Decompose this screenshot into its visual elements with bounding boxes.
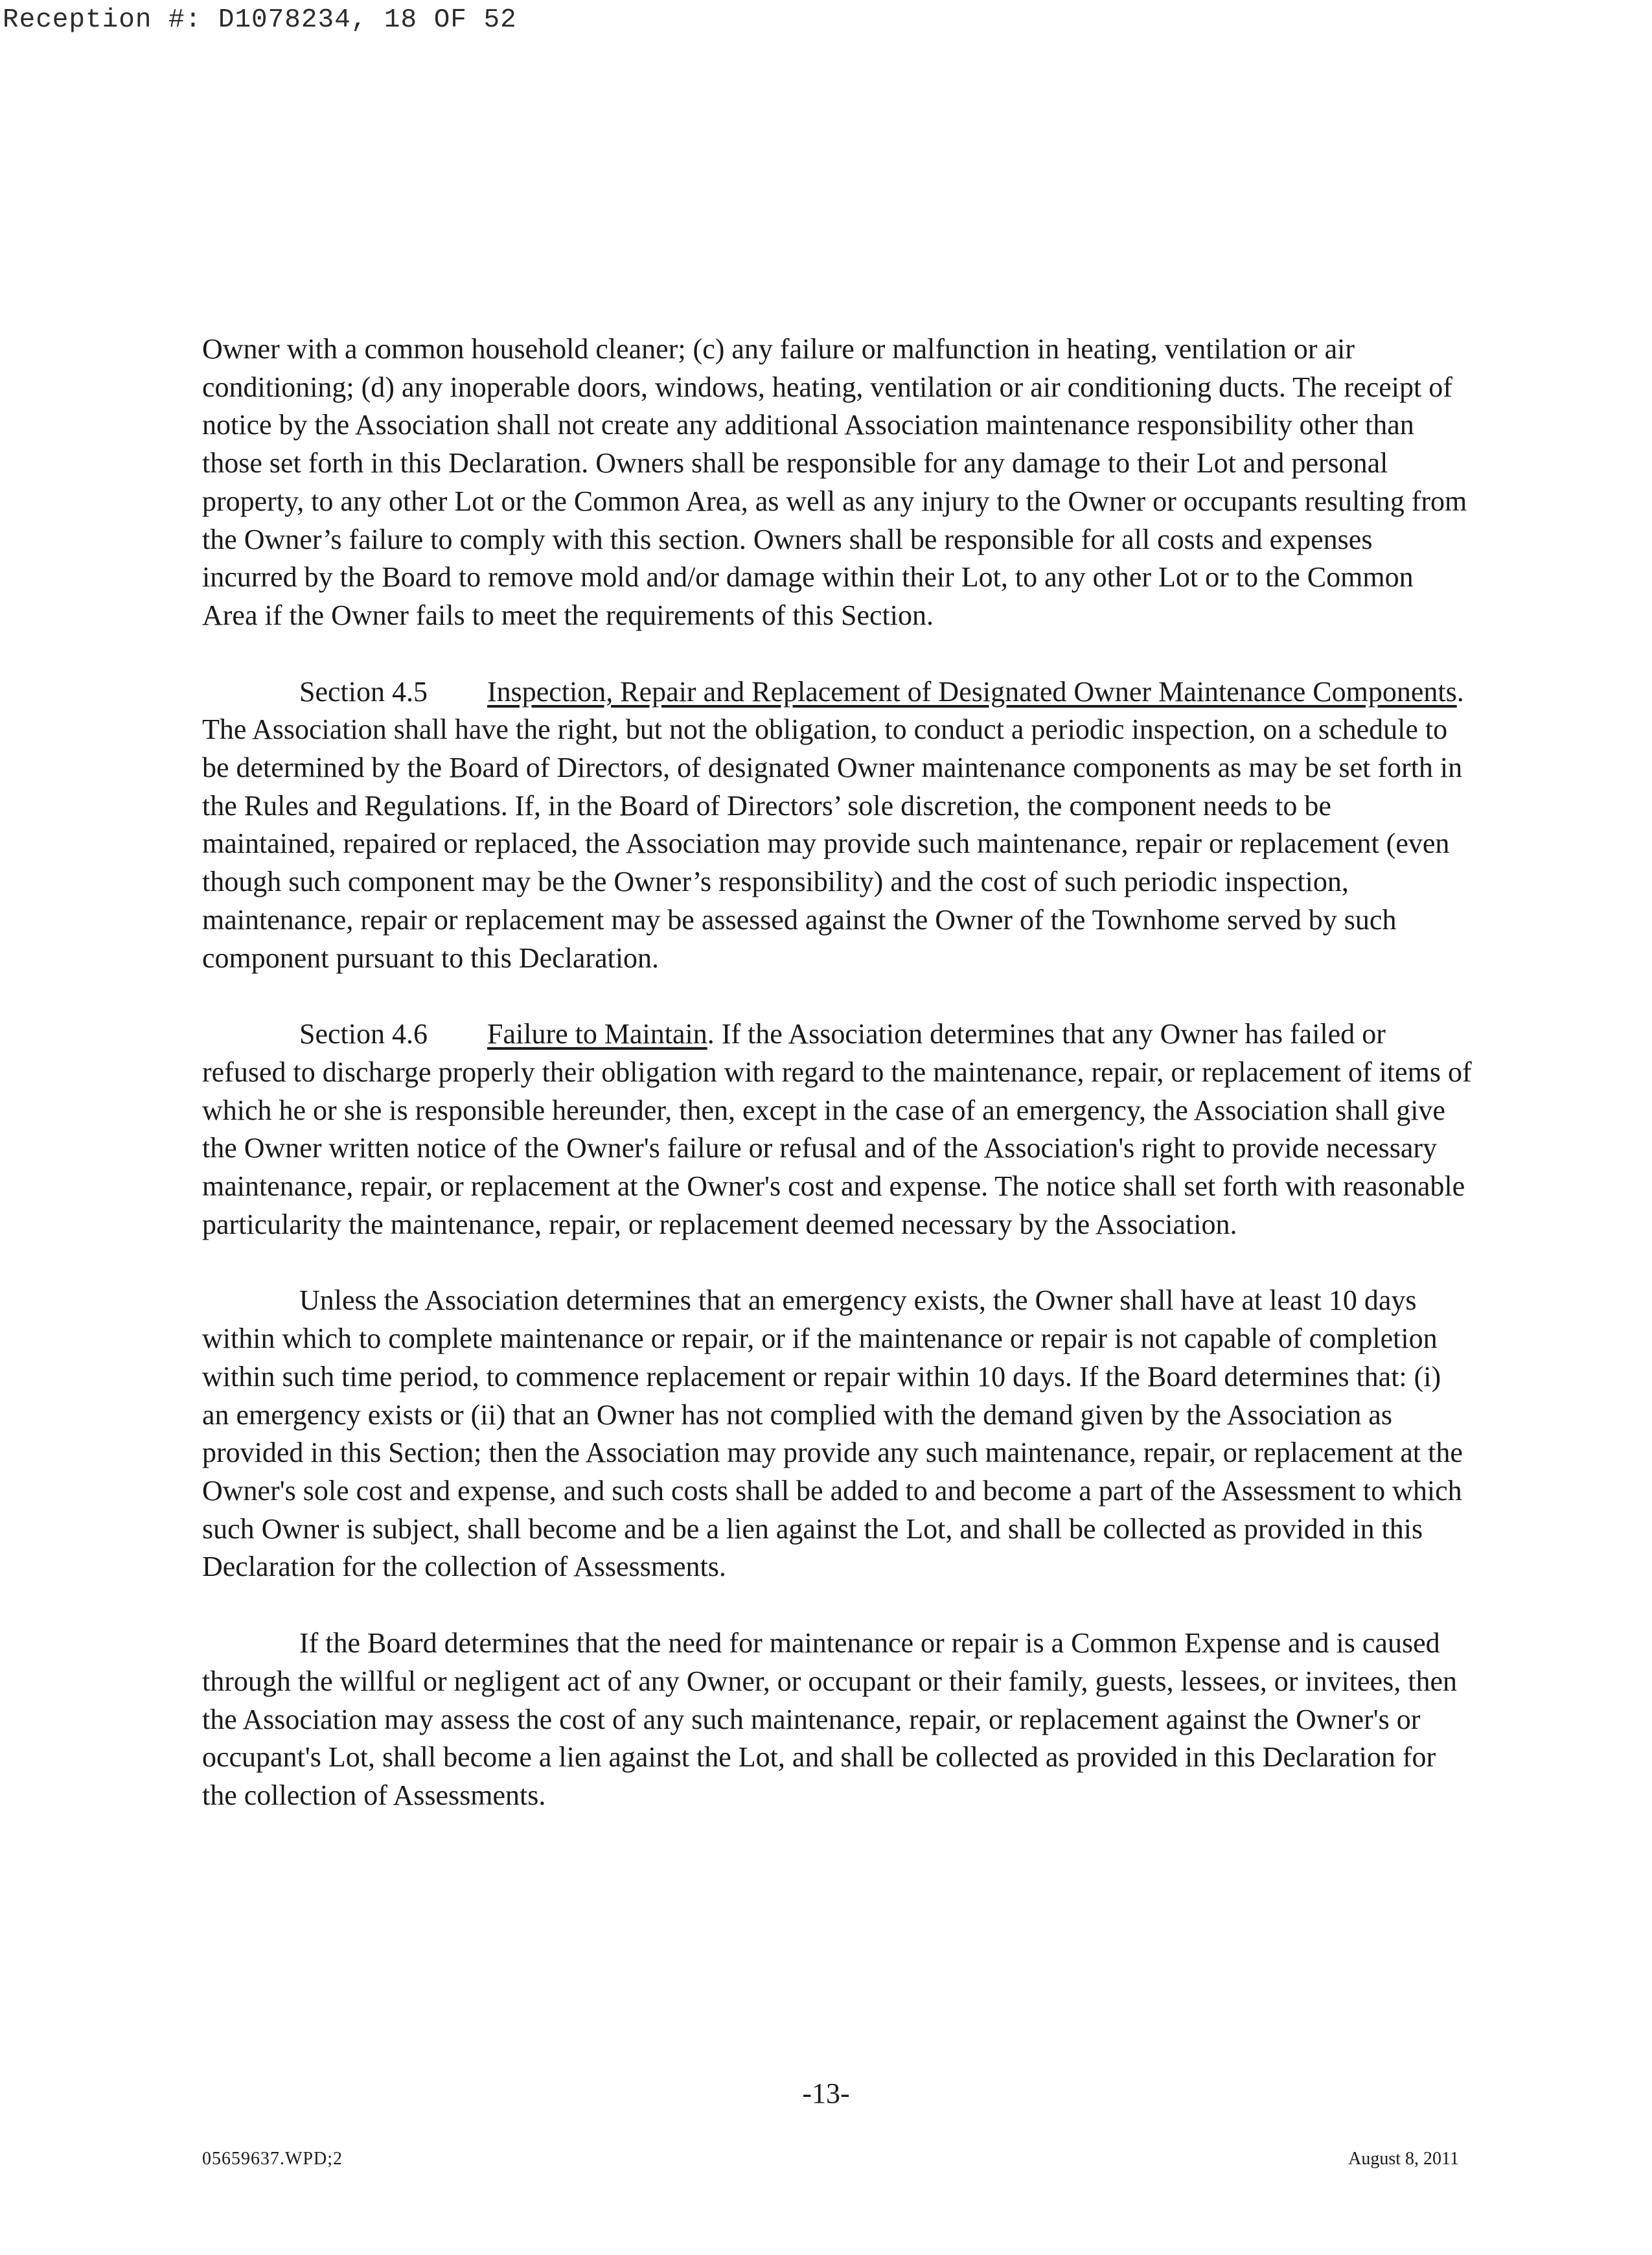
section-4-6	[202, 1015, 1472, 1243]
paragraph-common-expense: If the Board determines that the need for maintenance or repair is a Common Expense and is caused through the willful or negligent act of any Owner, or occupant or their family, guests, lessees, or invitees, then the Association may assess the cost of any such maintenance, repair, or replacement against the Owner's or occupant's Lot, shall become a lien against the Lot, and shall be collected as provided in this Declaration for the collection of Assessments.	[202, 1627, 1457, 1811]
section-4-5-body: . The Association shall have the right, but not the obligation, to conduct a periodic inspection, on a schedule to be determined by the Board of Directors, of designated Owner maintenance components as may be set forth in the Rules and Regulations. If, in the Board of Directors’ sole discretion, the component needs to be maintained, repaired or replaced, the Association may provide such maintenance, repair or replacement (even though such component may be the Owner’s responsibility) and the cost of such periodic inspection, maintenance, repair or replacement may be assessed against the Owner of the Townhome served by such component pursuant to this Declaration.	[202, 675, 1464, 974]
section-4-5-number: Section 4.5	[299, 675, 428, 708]
section-4-5-title: Inspection, Repair and Replacement of Designated Owner Maintenance Components	[487, 675, 1457, 708]
footer-date: August 8, 2011	[1348, 2149, 1459, 2169]
section-4-6-title: Failure to Maintain	[487, 1018, 707, 1050]
page-number: -13-	[802, 2077, 850, 2109]
paragraph-emergency: Unless the Association determines that an emergency exists, the Owner shall have at least 10 days within which to complete maintenance or repair, or if the maintenance or repair is not capable of completion within such time period, to commence replacement or repair within 10 days. If the Board determines that: (i) an emergency exists or (ii) that an Owner has not complied with the demand given by the Association as provided in this Section; then the Association may provide any such maintenance, repair, or replacement at the Owner's sole cost and expense, and such costs shall be added to and become a part of the Assessment to which such Owner is subject, shall become and be a lien against the Lot, and shall be collected as provided in this Declaration for the collection of Assessments.	[202, 1284, 1463, 1583]
section-4-5	[202, 673, 1472, 978]
reception-stamp: Reception #: D1078234, 18 OF 52	[3, 5, 517, 35]
section-4-6-body: . If the Association determines that any Owner has failed or refused to discharge properly their obligation with regard to the maintenance, repair, or replacement of items of which he or she is responsible hereunder, then, except in the case of an emergency, the Association shall give the Owner written notice of the Owner's failure or refusal and of the Association's right to provide necessary maintenance, repair, or replacement at the Owner's cost and expense. The notice shall set forth with reasonable particularity the maintenance, repair, or replacement deemed necessary by the Association.	[202, 1018, 1472, 1240]
document-body	[202, 330, 1472, 1853]
footer-doc-id: 05659637.WPD;2	[202, 2149, 343, 2169]
section-4-6-number: Section 4.6	[299, 1018, 428, 1050]
paragraph-mold-responsibility: Owner with a common household cleaner; (c) any failure or malfunction in heating, ventilation or air conditioning; (d) any inoperable doors, windows, heating, ventilation or air conditioning ducts. The receipt of notice by the Association shall not create any additional Association maintenance responsibility other than those set forth in this Declaration. Owners shall be responsible for any damage to their Lot and personal property, to any other Lot or the Common Area, as well as any injury to the Owner or occupants resulting from the Owner’s failure to comply with this section. Owners shall be responsible for all costs and expenses incurred by the Board to remove mold and/or damage within their Lot, to any other Lot or to the Common Area if the Owner fails to meet the requirements of this Section.	[202, 333, 1467, 631]
